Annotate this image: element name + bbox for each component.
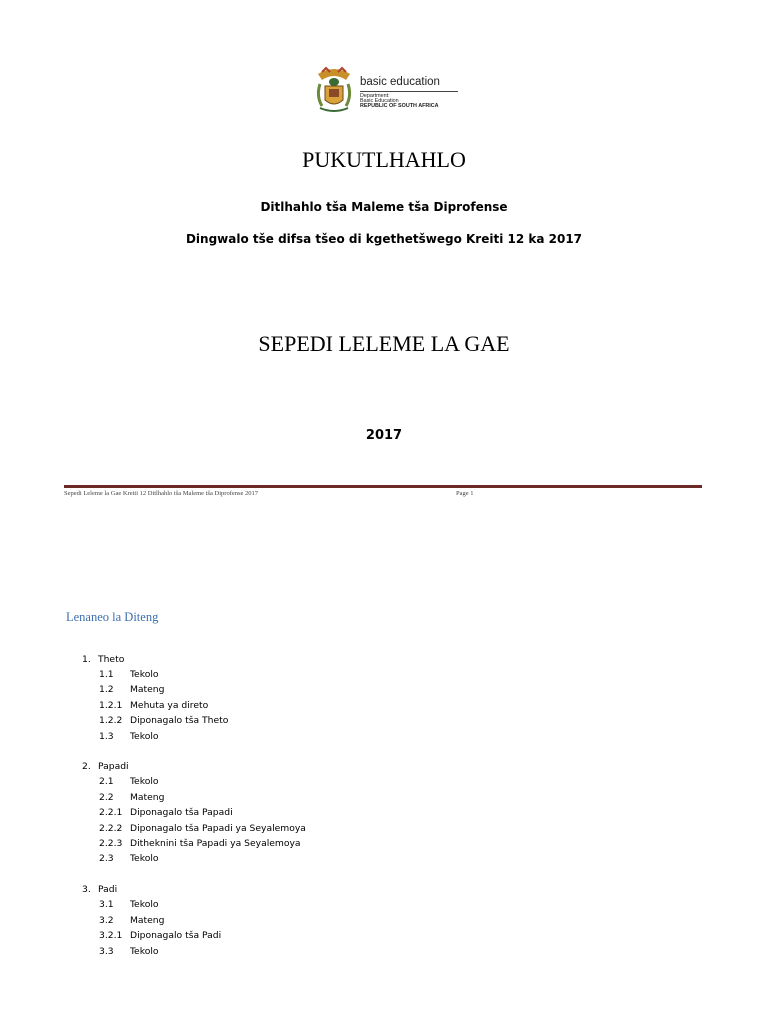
- logo-line-2: Basic Education: [360, 98, 399, 104]
- toc-item-number: 2.1: [99, 776, 114, 787]
- toc-item-number: 2.3: [99, 853, 114, 864]
- toc-item-label: Diponagalo tša Papadi: [130, 807, 233, 818]
- toc-item-label: Ditheknini tša Papadi ya Seyalemoya: [130, 838, 301, 849]
- year-label: 2017: [365, 428, 403, 443]
- main-title: SEPEDI LELEME LA GAE: [258, 331, 510, 356]
- toc-item-label: Mateng: [130, 915, 165, 926]
- page-number: Page 1: [456, 490, 474, 497]
- toc-item-label: Tekolo: [130, 669, 159, 680]
- toc-item-number: 1.3: [99, 731, 114, 742]
- toc-item-label: Diponagalo tša Padi: [130, 930, 222, 941]
- toc-heading: Lenaneo la Diteng: [66, 610, 159, 624]
- toc-item-number: 1.2.1: [99, 700, 123, 711]
- toc-item-number: 3.1: [99, 899, 114, 910]
- toc-item-number: 2.2.2: [99, 823, 123, 834]
- subtitle-1: Ditlhahlo tša Maleme tša Diprofense: [260, 200, 508, 214]
- toc-item-number: 1.1: [99, 669, 114, 680]
- toc-item-label: Theto: [98, 654, 125, 665]
- toc-item-number: 2.2: [99, 792, 114, 803]
- toc-item-label: Padi: [98, 884, 118, 895]
- toc-item-label: Tekolo: [130, 899, 159, 910]
- logo-title: basic education: [360, 76, 440, 88]
- toc-item-number: 3.2.1: [99, 930, 123, 941]
- toc-item-number: 3.3: [99, 946, 114, 957]
- toc-item-label: Tekolo: [130, 776, 159, 787]
- toc-item-number: 1.2: [99, 684, 114, 695]
- page-title: PUKUTLHAHLO: [302, 147, 466, 172]
- toc-item-number: 2.2.1: [99, 807, 123, 818]
- toc-item-label: Mehuta ya direto: [130, 700, 209, 711]
- toc-item-label: Papadi: [98, 761, 129, 772]
- toc-item-number: 1.: [82, 654, 91, 665]
- toc-item-number: 1.2.2: [99, 715, 123, 726]
- toc-item-number: 3.2: [99, 915, 114, 926]
- subtitle-2: Dingwalo tše difsa tšeo di kgethetšwego Kreiti 12 ka 2017: [185, 232, 583, 246]
- footer-text: Sepedi Leleme la Gae Kreiti 12 Ditlhahlo tša Maleme tša Diprofense 2017: [64, 490, 259, 497]
- toc-item-number: 3.: [82, 884, 91, 895]
- logo-line-1: Department:: [360, 93, 390, 99]
- toc-item-label: Mateng: [130, 684, 165, 695]
- toc-item-label: Tekolo: [130, 946, 159, 957]
- toc-item-label: Tekolo: [130, 731, 159, 742]
- logo-line-3: REPUBLIC OF SOUTH AFRICA: [360, 103, 439, 109]
- toc-item-label: Diponagalo tša Theto: [130, 715, 229, 726]
- toc-item-label: Tekolo: [130, 853, 159, 864]
- toc-item-label: Mateng: [130, 792, 165, 803]
- toc-item-number: 2.2.3: [99, 838, 123, 849]
- toc-item-label: Diponagalo tša Papadi ya Seyalemoya: [130, 823, 306, 834]
- toc-item-number: 2.: [82, 761, 91, 772]
